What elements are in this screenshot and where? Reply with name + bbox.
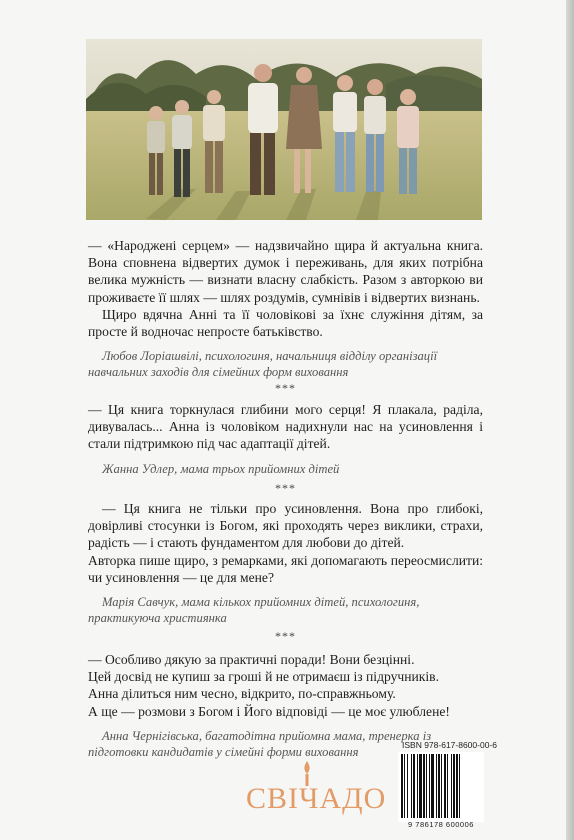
review-2-attribution: Жанна Удлер, мама трьох прийомних дітей bbox=[102, 461, 340, 476]
review-1-paragraph-1: — «Народжені серцем» — надзвичайно щира й актуальна книга. Вона сповнена відвертих думок і переживань, для яких потрібна велика мужність — визнати власну слабкість. Разом з авторкою ви проживаєте її шлях — шлях роздумів, сумнівів і відвертих визнань. bbox=[88, 238, 483, 305]
review-4-line-2: Цей досвід не купиш за гроші й не отримаєш із підручників. bbox=[88, 669, 439, 685]
barcode bbox=[398, 752, 484, 822]
review-1-attribution: Любов Лоріашвілі, психологиня, начальниця відділу організації навчальних заходів для сімейних форм виховання bbox=[88, 349, 438, 380]
isbn-label: ISBN 978-617-8600-00-6 bbox=[402, 740, 497, 750]
cover-edge bbox=[566, 0, 574, 840]
review-1 bbox=[88, 237, 483, 380]
publisher-logo bbox=[246, 760, 387, 820]
review-3-attribution: Марія Савчук, мама кількох прийомних дітей, психологиня, практикуюча християнка bbox=[88, 595, 420, 626]
separator-1: *** bbox=[275, 381, 296, 395]
review-2 bbox=[88, 401, 483, 477]
review-4-line-3: Анна ділиться ним чесно, відкрито, по-справжньому. bbox=[88, 686, 396, 702]
review-2-paragraph-1: — Ця книга торкнулася глибини мого серця! Я плакала, раділа, дивувалась... Анна із чоловіком надихнули нас на усиновлення і стали підтримкою під час адаптації дітей. bbox=[88, 402, 483, 452]
family-photo bbox=[86, 39, 482, 220]
review-3-paragraph-2: Авторка пише щиро, з ремарками, які допомагають переосмислити: чи усиновлення — це для мене? bbox=[88, 552, 483, 585]
review-4-attribution: Анна Чернігівська, багатодітна прийомна мама, тренерка із підготовки кандидатів у сімейні форми виховання bbox=[88, 728, 432, 759]
review-1-paragraph-2: Щиро вдячна Анні та її чоловікові за їхнє служіння дітям, за просте й водночас непросте батьківство. bbox=[88, 306, 483, 340]
family-photo-image bbox=[86, 39, 482, 220]
review-4-line-4: А ще — розмови з Богом і Його відповіді — це моє улюблене! bbox=[88, 703, 450, 719]
separator-2: *** bbox=[275, 481, 296, 495]
separator-3: *** bbox=[275, 629, 296, 643]
review-3 bbox=[88, 500, 483, 626]
publisher-logo-text: СВІЧАДО bbox=[246, 782, 387, 815]
barcode-number: 9 786178 600006 bbox=[408, 820, 474, 829]
review-4-line-1: — Особливо дякую за практичні поради! Вони безцінні. bbox=[88, 652, 415, 667]
review-3-paragraph-1: — Ця книга не тільки про усиновлення. Вона про глибокі, довірливі стосунки із Богом, які проходять через виклики, страхи, радість — і стають фундаментом для любови до дітей. bbox=[88, 501, 483, 551]
